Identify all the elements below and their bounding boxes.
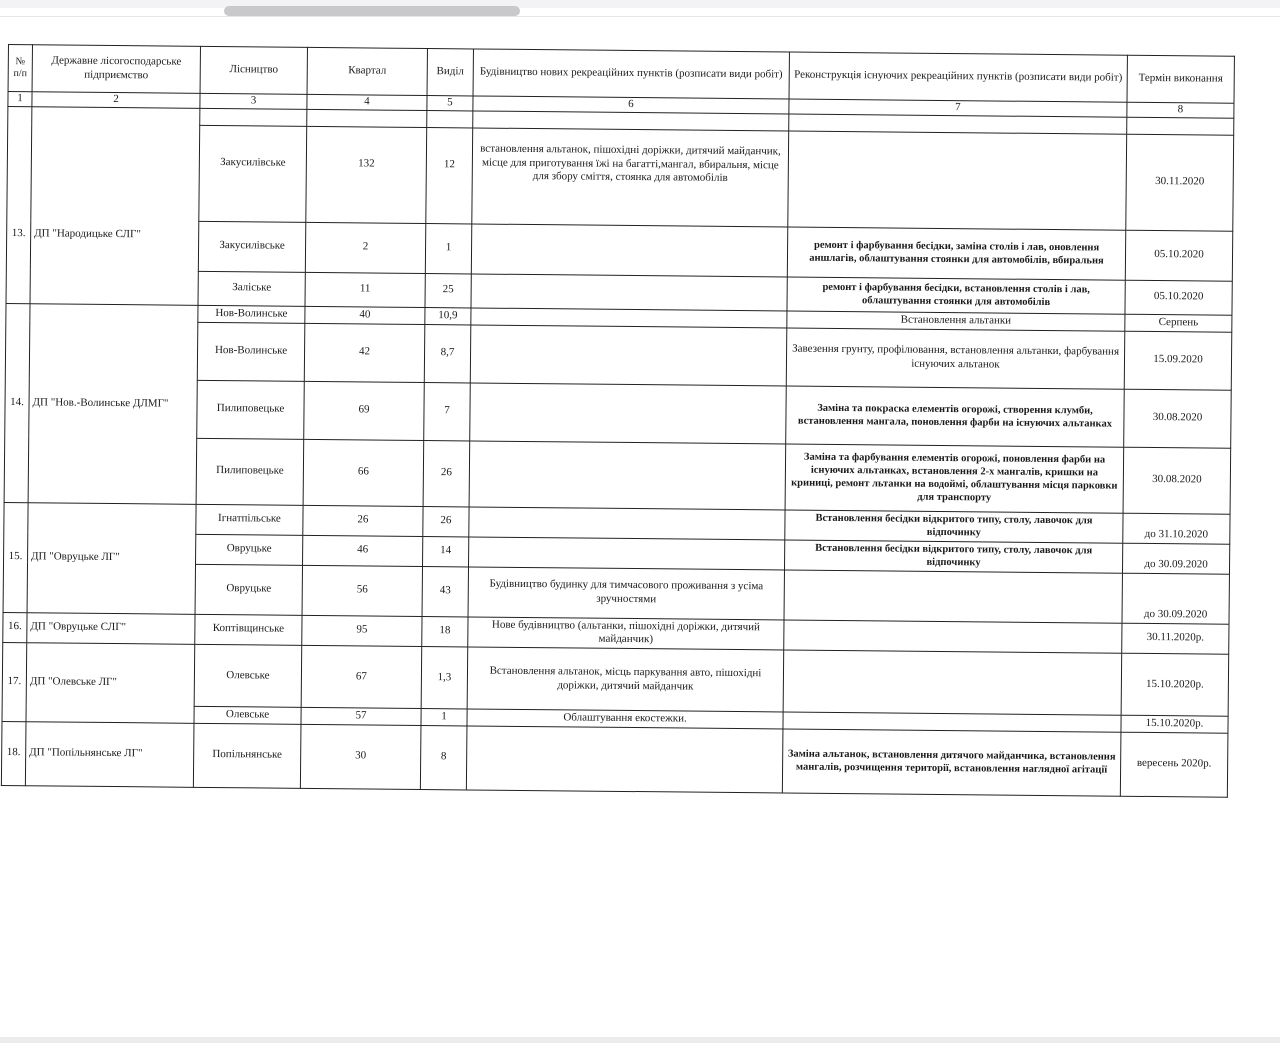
column-number: 1	[8, 92, 32, 107]
header-quarter: Квартал	[307, 47, 427, 95]
section-cell: 1	[425, 223, 471, 273]
deadline-cell: Серпень	[1125, 314, 1232, 332]
row-number: 17.	[2, 642, 27, 721]
reconstruction-cell	[783, 650, 1122, 715]
reconstruction-cell	[784, 569, 1122, 622]
forestry-cell: Олевське	[194, 706, 301, 724]
deadline-cell: до 31.10.2020	[1123, 513, 1230, 544]
new-work-cell	[470, 382, 787, 443]
section-cell: 26	[423, 506, 469, 536]
new-work-cell	[466, 726, 783, 793]
quarter-cell: 69	[304, 381, 425, 440]
quarter-cell: 67	[301, 645, 422, 708]
header-enterprise: Державне лісогосподарське підприємство	[32, 45, 200, 94]
deadline-cell: 30.11.2020	[1126, 134, 1234, 231]
header-number: № п/п	[8, 45, 32, 92]
reconstruction-cell: Встановлення альтанки	[787, 311, 1125, 331]
quarter-cell: 42	[304, 323, 425, 382]
forestry-cell: Овруцьке	[196, 534, 303, 565]
deadline-cell: 30.08.2020	[1123, 447, 1231, 514]
recreation-points-table	[1, 44, 1235, 797]
enterprise-name: ДП "Олевське ЛГ"	[26, 643, 195, 723]
forestry-cell: Пилиповецьке	[197, 380, 305, 439]
quarter-cell: 40	[305, 306, 425, 324]
column-number: 4	[307, 94, 427, 110]
new-work-cell	[470, 324, 787, 385]
quarter-cell: 66	[303, 439, 424, 506]
enterprise-name: ДП "Овруцьке ЛГ"	[27, 502, 196, 614]
row-number: 15.	[3, 502, 28, 612]
forestry-cell: Олевське	[194, 644, 302, 707]
forestry-cell: Ігнатпільське	[196, 504, 303, 535]
quarter-cell: 57	[301, 707, 421, 725]
reconstruction-cell: Заміна та фарбування елементів огорожі, поновлення фарби на існуючих альтанках, встановлення 2-х мангалів, кришки на криниці, ремонт льтанки на водоймі, облаштування місця парковки для транспорту	[785, 443, 1124, 512]
section-cell: 26	[423, 440, 470, 506]
column-number: 8	[1127, 102, 1234, 118]
column-number: 5	[427, 96, 473, 111]
new-work-cell	[469, 536, 785, 569]
section-cell: 7	[424, 382, 471, 440]
quarter-cell: 26	[303, 505, 423, 536]
new-work-cell: Облаштування екостежки.	[467, 709, 783, 729]
row-number: 13.	[6, 106, 32, 303]
section-cell: 25	[425, 273, 471, 307]
enterprise-name: ДП "Попільнянське ЛГ"	[25, 721, 194, 787]
deadline-cell: 15.10.2020р.	[1121, 653, 1229, 716]
new-work-cell: Нове будівництво (альтанки, пішохідні доріжки, дитячий майданчик)	[468, 616, 784, 650]
section-cell: 8	[420, 725, 467, 789]
reconstruction-cell	[788, 131, 1127, 230]
deadline-cell: до 30.09.2020	[1122, 573, 1229, 624]
quarter-cell: 2	[305, 222, 425, 273]
forestry-cell: Закусилівське	[198, 221, 305, 272]
reconstruction-cell: ремонт і фарбування бесідки, заміна столів і лав, оновлення аншлагів, облаштування стоянки для автомобілів, вбиральня	[787, 227, 1125, 280]
reconstruction-cell: Завезення грунту, профілювання, встановлення альтанки, фарбування існуючих альтанок	[786, 327, 1125, 388]
horizontal-scrollbar[interactable]	[224, 6, 520, 16]
new-work-cell: Будівництво будинку для тимчасового проживання з усіма зручностями	[468, 566, 784, 619]
section-cell: 12	[426, 127, 473, 223]
header-new-construction: Будівництво нових рекреаційних пунктів (розписати види робіт)	[473, 49, 789, 99]
enterprise-name: ДП "Народицьке СЛГ"	[30, 106, 200, 305]
forestry-cell: Нов-Волинське	[197, 322, 305, 381]
quarter-cell: 95	[302, 615, 422, 647]
header-section: Виділ	[427, 49, 473, 96]
enterprise-name: ДП "Нов.-Волинське ДЛМГ"	[28, 303, 198, 503]
viewer-top-bar	[0, 0, 1280, 8]
reconstruction-cell	[784, 619, 1122, 653]
quarter-cell: 11	[305, 272, 425, 307]
row-number: 14.	[4, 303, 30, 502]
row-number: 16.	[3, 612, 27, 643]
quarter-cell: 132	[306, 126, 427, 223]
deadline-cell: вересень 2020р.	[1120, 732, 1228, 797]
deadline-cell: 30.08.2020	[1124, 389, 1232, 448]
reconstruction-cell: Заміна альтанок, встановлення дитячого майданчика, встановлення мангалів, розчищення території, встановлення наглядної агітації	[782, 729, 1121, 796]
column-number: 6	[473, 96, 789, 114]
forestry-cell: Пилиповецьке	[196, 438, 304, 505]
deadline-cell: до 30.09.2020	[1122, 543, 1229, 574]
quarter-cell: 46	[303, 535, 423, 566]
column-number: 7	[789, 99, 1127, 117]
table-row	[1, 721, 1228, 797]
header-deadline: Термін виконання	[1127, 55, 1234, 103]
forestry-cell: Заліське	[198, 271, 305, 306]
deadline-cell: 15.10.2020р.	[1121, 715, 1228, 733]
forestry-cell: Попільнянське	[193, 723, 301, 788]
deadline-cell: 05.10.2020	[1125, 230, 1232, 281]
header-forestry: Лісництво	[200, 46, 307, 94]
section-cell: 1,3	[421, 646, 468, 708]
forestry-cell: Закусилівське	[199, 125, 307, 222]
section-cell: 18	[422, 616, 468, 647]
new-work-cell	[471, 274, 787, 311]
table-row	[2, 642, 1229, 716]
quarter-cell: 30	[300, 724, 421, 789]
new-work-cell: встановлення альтанок, пішохідні доріжки, дитячий майданчик, місце для приготування їжі на багатті,мангал, вбиральня, місце для збору сміття, стоянка для автомобілів	[472, 128, 789, 227]
new-work-cell	[469, 440, 786, 509]
column-number: 2	[32, 92, 200, 108]
row-number: 18.	[1, 721, 26, 785]
deadline-cell: 05.10.2020	[1125, 280, 1232, 315]
page-edge	[0, 16, 1280, 17]
forestry-cell: Коптівщинське	[195, 614, 302, 646]
deadline-cell: 15.09.2020	[1124, 331, 1232, 390]
viewer-bottom-edge	[0, 1037, 1280, 1043]
section-cell: 1	[421, 708, 467, 725]
section-cell: 10,9	[425, 307, 471, 324]
document-page	[1, 44, 1235, 797]
section-cell: 14	[423, 536, 469, 566]
reconstruction-cell: Встановлення бесідки відкритого типу, столу, лавочок для відпочинку	[784, 539, 1122, 572]
reconstruction-cell: Встановлення бесідки відкритого типу, столу, лавочок для відпочинку	[785, 509, 1123, 542]
reconstruction-cell: Заміна та покраска елементів огорожі, створення клумби, встановлення мангала, поновлення фарби на існуючих альтанках	[786, 385, 1125, 446]
reconstruction-cell: ремонт і фарбування бесідки, встановлення столів і лав, облаштування стоянки для автомобілів	[787, 277, 1125, 314]
deadline-cell: 30.11.2020р.	[1122, 623, 1229, 655]
forestry-cell: Нов-Волинське	[198, 305, 305, 323]
new-work-cell	[469, 506, 785, 539]
new-work-cell	[471, 224, 787, 277]
quarter-cell: 56	[302, 565, 422, 616]
section-cell: 8,7	[424, 324, 471, 382]
header-reconstruction: Реконструкція існуючих рекреаційних пунктів (розписати види робіт)	[789, 52, 1127, 102]
forestry-cell: Овруцьке	[195, 564, 302, 615]
enterprise-name: ДП "Овруцьке СЛГ"	[27, 612, 195, 644]
column-number: 3	[200, 93, 307, 109]
new-work-cell: Встановлення альтанок, місць паркування авто, пішохідні доріжки, дитячий майданчик	[467, 647, 784, 712]
section-cell: 43	[422, 566, 468, 616]
